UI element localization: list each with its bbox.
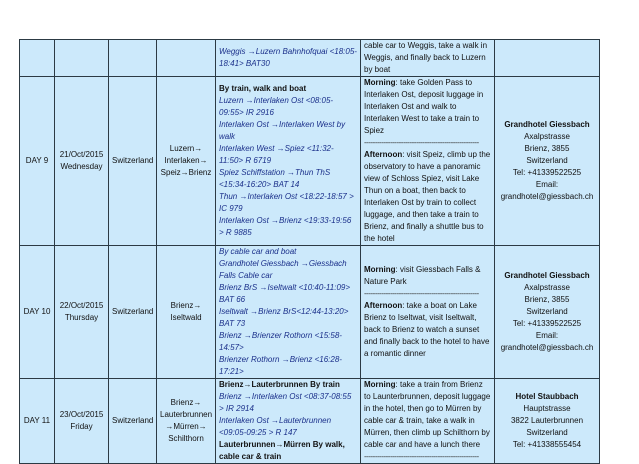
transport-heading: By train, walk and boat — [219, 84, 307, 93]
transport-heading: By cable car and boat — [219, 247, 297, 256]
itinerary-table — [19, 39, 600, 464]
hotel-country: Switzerland — [526, 428, 568, 437]
country-cell: Switzerland — [109, 379, 157, 464]
transport-segment: Interlaken Ost →Interlaken West by walk — [219, 120, 346, 141]
transport-segment: Interlaken West →Spiez <11:32-11:50> R 6719 — [219, 144, 334, 165]
activity-cell — [361, 77, 495, 246]
route-cell — [157, 40, 216, 77]
weekday: Friday — [70, 422, 93, 431]
hotel-name: Grandhotel Giessbach — [504, 120, 590, 129]
hotel-address: Axalpstrasse — [524, 283, 570, 292]
day-cell: DAY 11 — [20, 379, 55, 464]
transport-segment: Brienz →Brienzer Rothorn <15:58-14:57> — [219, 331, 342, 352]
afternoon-activity — [364, 149, 491, 245]
morning-activity — [364, 77, 491, 137]
morning-text: : visit Giessbach Falls & Nature Park — [364, 265, 481, 286]
hotel-phone: Tel: +41339522525 — [512, 319, 582, 328]
route-cell — [157, 246, 216, 379]
transport-segment: Brienz →Interlaken Ost <08:37-08:55 > IR 2914 — [219, 392, 352, 413]
route-stop: →Mürren→ — [165, 422, 207, 431]
transport-heading: Brienz→Lauterbrunnen By train — [219, 380, 340, 389]
hotel-cell — [495, 40, 600, 77]
hotel-country: Switzerland — [526, 307, 568, 316]
weekday: Wednesday — [60, 162, 103, 171]
transport-segment: Luzern →Interlaken Ost <08:05-09:55> IR 2916 — [219, 96, 334, 117]
route-cell — [157, 379, 216, 464]
hotel-cell — [495, 246, 600, 379]
country-cell: Switzerland — [109, 77, 157, 246]
transport-cell — [216, 77, 361, 246]
route-stop: Luzern→ — [169, 144, 203, 153]
transport-segment: Iseltwalt →Brienz BrS<12:44-13:20> BAT 73 — [219, 307, 349, 328]
morning-activity — [364, 264, 491, 288]
separator-line: ----------------------------------------------------- — [364, 452, 479, 461]
activity-cell — [361, 379, 495, 464]
morning-text: : take Golden Pass to Interlaken Ost, deposit luggage in Interlaken Ost and walk to Interlaken West to take a train to Spiez — [364, 78, 484, 135]
day-cell: DAY 9 — [20, 77, 55, 246]
morning-activity — [364, 379, 491, 451]
route-stop: Brienz→ — [170, 398, 202, 407]
hotel-city: 3822 Lauterbrunnen — [510, 416, 584, 425]
date-cell — [55, 40, 109, 77]
table-row-day-9 — [20, 77, 600, 246]
transport-segment: Thun →Interlaken Ost <18:22-18:57 > IC 979 — [219, 192, 354, 213]
hotel-name: Hotel Staubbach — [515, 392, 579, 401]
activity-cell — [361, 40, 495, 77]
transport-cell — [216, 246, 361, 379]
afternoon-text: : take a boat on Lake Brienz to Iseltwat, visit Iseltwalt, back to Brienz to watch a sunset and finally back to the hotel to have a romantic dinner — [364, 301, 490, 358]
transport-cell — [216, 40, 361, 77]
morning-label: Morning — [364, 265, 396, 274]
weekday: Thursday — [64, 313, 99, 322]
activity-continuation: cable car to Weggis, take a walk in Weggis, and finally back to Luzern by boat — [364, 41, 488, 74]
transport-segment: Interlaken Ost →Lauterbrunnen <09:05-09:25 > R 147 — [219, 416, 332, 437]
transport-cell — [216, 379, 361, 464]
table-row-continuation — [20, 40, 600, 77]
morning-label: Morning — [364, 380, 396, 389]
afternoon-text: : visit Speiz, climb up the observatory to have a panoramic view of Schloss Spiez, visit Lake Thun on a boat, then back to Interlaken Ost by train to collect luggage, and then take a train to Brienz, and finally a shuttle bus to the hotel — [364, 150, 491, 243]
separator-line: ----------------------------------------------------- — [364, 289, 479, 298]
transport-segment: Weggis →Luzern Bahnhofquai <18:05-18:41> BAT30 — [219, 47, 357, 68]
route-stop: Iseltwald — [170, 313, 202, 322]
transport-segment: Brienz BrS →Iseltwalt <10:40-11:09> BAT 66 — [219, 283, 351, 304]
country-cell: Switzerland — [109, 246, 157, 379]
hotel-address: Axalpstrasse — [524, 132, 570, 141]
transport-heading: Lauterbrunnen→Mürren By walk, cable car & train — [219, 440, 345, 461]
route-stop: Brienz→ — [170, 301, 202, 310]
hotel-country: Switzerland — [526, 156, 568, 165]
hotel-email: Email: grandhotel@giessbach.ch — [500, 180, 594, 201]
table-row-day-10 — [20, 246, 600, 379]
hotel-cell — [495, 379, 600, 464]
table-row-day-11 — [20, 379, 600, 464]
hotel-city: Brienz, 3855 — [524, 295, 570, 304]
day-cell — [20, 40, 55, 77]
transport-segment: Spiez Schiffstation →Thun ThS <15:34-16:20> BAT 14 — [219, 168, 331, 189]
hotel-city: Brienz, 3855 — [524, 144, 570, 153]
date-cell — [55, 77, 109, 246]
morning-label: Morning — [364, 78, 396, 87]
morning-text: : take a train from Brienz to Launterbrunnen, deposit luggage in the hotel, then go to Mürren by cable car & train, take a walk in Mürren, then climb up Schilthorn by cable car and have a lunch there — [364, 380, 491, 449]
country-cell — [109, 40, 157, 77]
transport-segment: Interlaken Ost →Brienz <19:33-19:56 > R 9885 — [219, 216, 352, 237]
transport-segment: Grandhotel Giessbach →Giessbach Falls Cable car — [219, 259, 347, 280]
date: 23/Oct/2015 — [59, 410, 104, 419]
activity-cell — [361, 246, 495, 379]
afternoon-label: Afternoon — [364, 301, 403, 310]
afternoon-label: Afternoon — [364, 150, 403, 159]
date: 22/Oct/2015 — [59, 301, 104, 310]
hotel-email: Email: grandhotel@giessbach.ch — [500, 331, 594, 352]
hotel-cell — [495, 77, 600, 246]
hotel-name: Grandhotel Giessbach — [504, 271, 590, 280]
separator-line: ----------------------------------------------------- — [364, 138, 479, 147]
day-cell: DAY 10 — [20, 246, 55, 379]
date-cell — [55, 379, 109, 464]
date-cell — [55, 246, 109, 379]
date: 21/Oct/2015 — [59, 150, 104, 159]
route-cell — [157, 77, 216, 246]
hotel-phone: Tel: +41339522525 — [512, 168, 582, 177]
route-stop: Schilthorn — [168, 434, 204, 443]
route-stop: Interlaken→ — [164, 156, 208, 165]
afternoon-activity — [364, 300, 491, 360]
route-stop: Speiz→Brienz — [160, 168, 212, 177]
route-stop: Lauterbrunnen — [160, 410, 213, 419]
transport-segment: Brienzer Rothorn →Brienz <16:28-17:21> — [219, 355, 342, 376]
hotel-phone: Tel: +41338555454 — [512, 440, 582, 449]
hotel-address: Hauptstrasse — [523, 404, 571, 413]
